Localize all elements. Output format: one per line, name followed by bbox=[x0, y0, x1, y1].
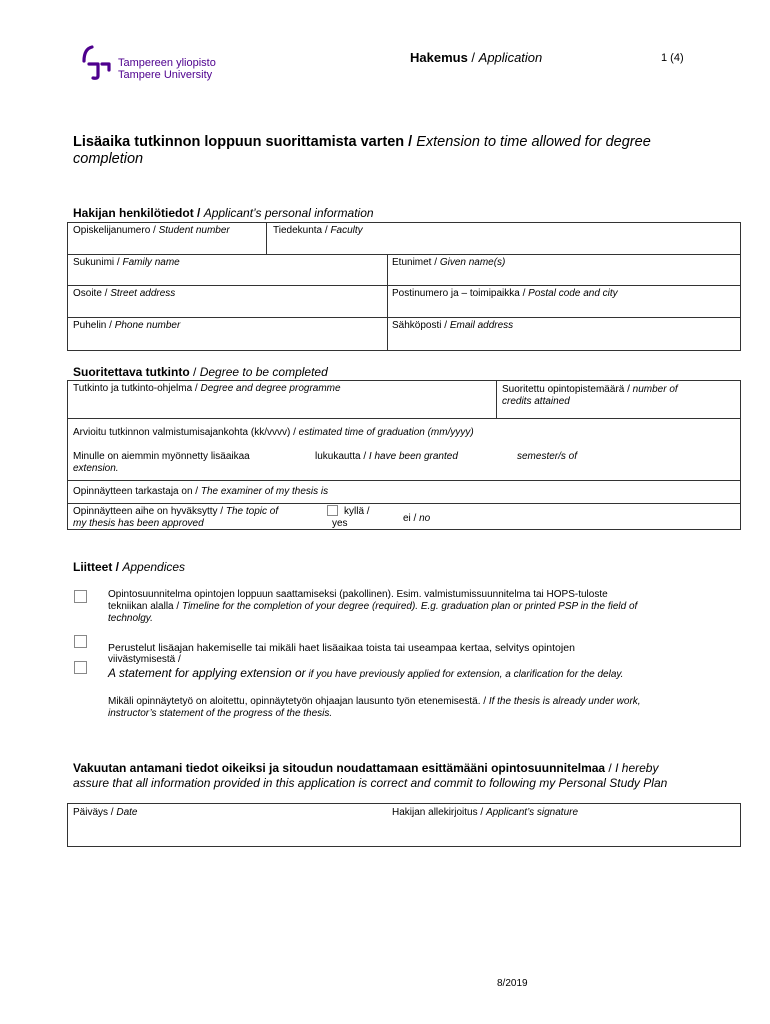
document-type: Hakemus / Application bbox=[410, 50, 543, 65]
personal-info-heading: Hakijan henkilötiedot / Applicant’s personal information bbox=[73, 206, 374, 220]
street-address-field[interactable]: Osoite / Street address bbox=[73, 288, 176, 299]
form-title-fi: Lisäaika tutkinnon loppuun suorittamista varten / bbox=[73, 134, 417, 150]
degree-programme-field[interactable]: Tutkinto ja tutkinto-ohjelma / Degree and degree programme bbox=[73, 383, 341, 394]
given-names-field[interactable]: Etunimet / Given name(s) bbox=[392, 257, 506, 268]
page-count: 1 (4) bbox=[661, 52, 684, 64]
appendices-heading: Liitteet / Appendices bbox=[73, 560, 186, 574]
form-title bbox=[73, 134, 713, 168]
university-logo bbox=[80, 43, 230, 83]
topic-approved-yes-label: kyllä / yes bbox=[332, 506, 370, 529]
document-type-en: Application bbox=[478, 50, 543, 65]
examiner-field[interactable]: Opinnäytteen tarkastaja on / The examiner of my thesis is bbox=[73, 486, 329, 497]
graduation-date-field[interactable]: Arvioitu tutkinnon valmistumisajankohta (kk/vvvv) / estimated time of graduation (mm/yyyy) bbox=[73, 427, 474, 438]
form-version: 8/2019 bbox=[497, 978, 528, 989]
degree-heading: Suoritettava tutkinto / Degree to be completed bbox=[73, 365, 328, 379]
logo-line-fi: Tampereen yliopisto bbox=[118, 57, 216, 69]
credits-field[interactable]: Suoritettu opintopistemäärä / number of credits attained bbox=[502, 384, 678, 407]
postal-code-field[interactable]: Postinumero ja – toimipaikka / Postal code and city bbox=[392, 288, 618, 299]
appendix-statement-label: Perustelut lisäajan hakemiselle tai mikäli haet lisäaikaa toista tai useampaa kertaa, selvitys opintojen viivästymisestä / A statement for applying extension or if you have previously applied for extension, a clarification for the delay. bbox=[108, 642, 624, 680]
phone-field[interactable]: Puhelin / Phone number bbox=[73, 320, 181, 331]
date-field[interactable]: Päiväys / Date bbox=[73, 807, 138, 818]
topic-approved-no-label: ei / no bbox=[403, 513, 431, 524]
document-type-fi: Hakemus bbox=[410, 50, 468, 65]
logo-line-en: Tampere University bbox=[118, 69, 213, 81]
faculty-field[interactable]: Tiedekunta / Faculty bbox=[273, 225, 363, 236]
student-number-field[interactable]: Opiskelijanumero / Student number bbox=[73, 225, 230, 236]
logo-mark-icon bbox=[80, 43, 114, 81]
family-name-field[interactable]: Sukunimi / Family name bbox=[73, 257, 180, 268]
appendix-statement-checkbox-1[interactable] bbox=[74, 635, 87, 648]
topic-approved-label: Opinnäytteen aihe on hyväksytty / The topic of my thesis has been approved bbox=[73, 506, 279, 529]
appendix-study-plan-label: Opintosuunnitelma opintojen loppuun saattamiseksi (pakollinen). Esim. valmistumissuunnitelma tai HOPS-tuloste tekniikan alalla / Timeline for the completion of your degree (required). E.g. graduation plan or printed PSP in the field of technolgy. bbox=[108, 589, 638, 624]
email-field[interactable]: Sähköposti / Email address bbox=[392, 320, 514, 331]
appendix-statement-checkbox-2[interactable] bbox=[74, 661, 87, 674]
semesters-label: semester/s of bbox=[517, 451, 578, 462]
appendix-study-plan-checkbox[interactable] bbox=[74, 590, 87, 603]
form-title-en: Extension to time allowed for degree completion bbox=[73, 134, 651, 167]
signature-field[interactable]: Hakijan allekirjoitus / Applicant’s signature bbox=[392, 807, 579, 818]
appendix-supervisor-statement-label: Mikäli opinnäytetyö on aloitettu, opinnäytetyön ohjaajan lausunto työn etenemisestä. / If the thesis is already under work, instructor’s statement of the progress of the thesis. bbox=[108, 696, 641, 719]
declaration-text: Vakuutan antamani tiedot oikeiksi ja sitoudun noudattamaan esittämääni opintosuunnitelmaa / I hereby assure that all information provided in this application is correct and commit to following my Personal Study Plan bbox=[73, 761, 668, 790]
previous-extension-times[interactable]: lukukautta / I have been granted bbox=[315, 451, 458, 462]
previous-extension-label: Minulle on aiemmin myönnetty lisäaikaa extension. bbox=[73, 451, 250, 474]
